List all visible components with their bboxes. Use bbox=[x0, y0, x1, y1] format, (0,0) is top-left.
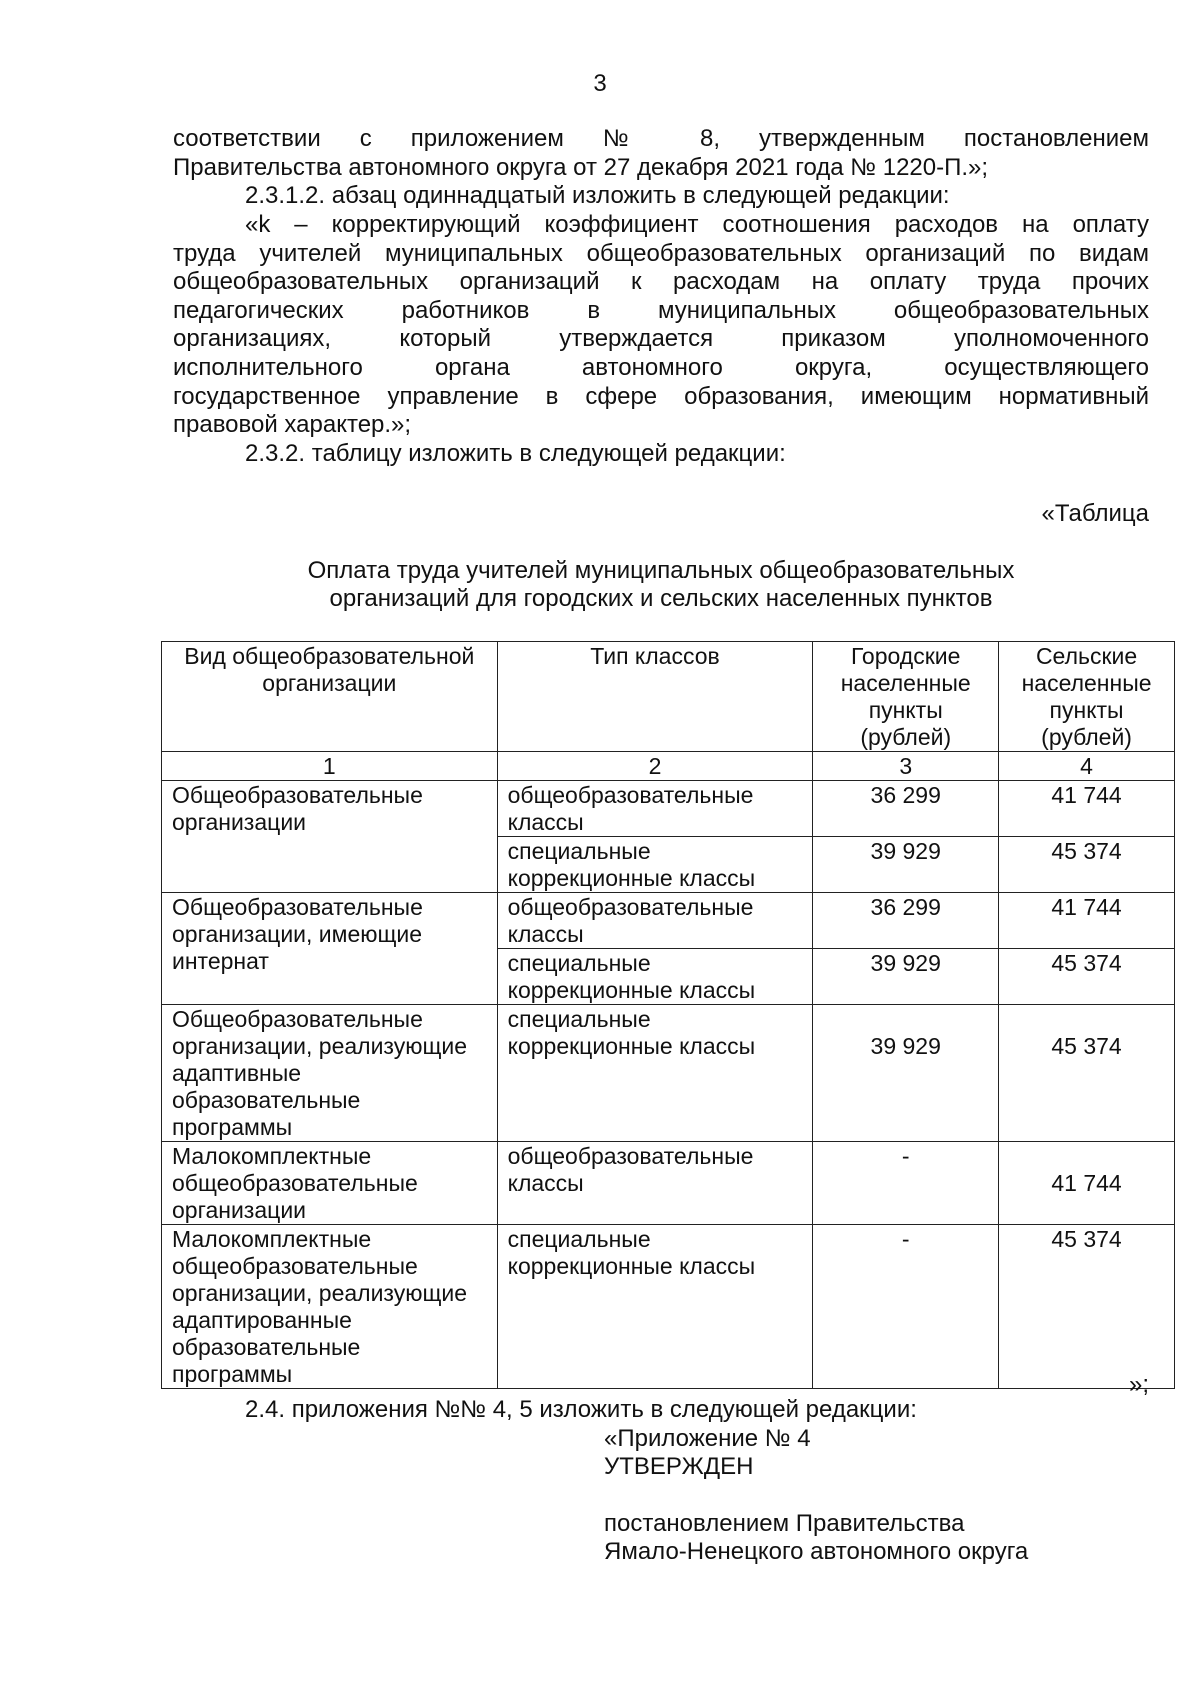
org-cell: Общеобразовательные организации bbox=[162, 781, 498, 893]
text-line: Правительства автономного округа от 27 декабря 2021 года № 1220-П.»; bbox=[173, 153, 989, 181]
class-type-cell: специальные коррекционные классы bbox=[497, 949, 813, 1005]
text-line: государственное управление в сфере образования, имеющим нормативный bbox=[173, 382, 1149, 410]
urban-value: 39 929 bbox=[813, 1005, 999, 1142]
table-row bbox=[162, 1005, 1175, 1142]
class-type-cell: специальные коррекционные классы bbox=[497, 1005, 813, 1142]
header-urban: Городские населенные пункты (рублей) bbox=[813, 642, 999, 752]
rural-value: 45 374 bbox=[999, 949, 1175, 1005]
rural-value: 45 374 bbox=[999, 837, 1175, 893]
urban-value: - bbox=[813, 1142, 999, 1225]
urban-value: 36 299 bbox=[813, 893, 999, 949]
org-cell: Общеобразовательные организации, реализующие адаптивные образовательные программы bbox=[162, 1005, 498, 1142]
class-type-cell: специальные коррекционные классы bbox=[497, 1225, 813, 1389]
item-2-3-2: 2.3.2. таблицу изложить в следующей редакции: bbox=[245, 440, 786, 467]
org-cell: Малокомплектные общеобразовательные организации bbox=[162, 1142, 498, 1225]
appendix-government: Ямало-Ненецкого автономного округа bbox=[604, 1538, 1029, 1565]
text-line: исполнительного органа автономного округа, осуществляющего bbox=[173, 353, 1149, 381]
caption-line: Оплата труда учителей муниципальных общеобразовательных bbox=[307, 557, 1015, 584]
salary-table bbox=[161, 641, 1175, 1389]
appendix-title: «Приложение № 4 bbox=[604, 1425, 811, 1452]
urban-value: 36 299 bbox=[813, 781, 999, 837]
appendix-decree: постановлением Правительства bbox=[604, 1510, 965, 1537]
col-number: 3 bbox=[813, 752, 999, 781]
table-row bbox=[162, 781, 1175, 837]
class-type-cell: общеобразовательные классы bbox=[497, 893, 813, 949]
k-coefficient-paragraph bbox=[173, 211, 1149, 440]
urban-value: 39 929 bbox=[813, 837, 999, 893]
item-2-3-1-2: 2.3.1.2. абзац одиннадцатый изложить в следующей редакции: bbox=[245, 182, 950, 209]
rural-value: 41 744 bbox=[999, 1142, 1175, 1225]
class-type-cell: общеобразовательные классы bbox=[497, 1142, 813, 1225]
class-type-cell: общеобразовательные классы bbox=[497, 781, 813, 837]
rural-value: 45 374 bbox=[999, 1225, 1175, 1389]
column-number-row bbox=[162, 752, 1175, 781]
header-class-type: Тип классов bbox=[497, 642, 813, 752]
rural-value: 45 374 bbox=[999, 1005, 1175, 1142]
text-line: труда учителей муниципальных общеобразовательных организаций по видам bbox=[173, 239, 1149, 267]
table-closing-quote: »; bbox=[1128, 1371, 1149, 1398]
col-number: 2 bbox=[497, 752, 813, 781]
class-type-cell: специальные коррекционные классы bbox=[497, 837, 813, 893]
table-row bbox=[162, 893, 1175, 949]
text-line: организациях, который утверждается приказом уполномоченного bbox=[173, 325, 1149, 353]
col-number: 1 bbox=[162, 752, 498, 781]
header-rural: Сельские населенные пункты (рублей) bbox=[999, 642, 1175, 752]
org-cell: Общеобразовательные организации, имеющие интернат bbox=[162, 893, 498, 1005]
text-line: правовой характер.»; bbox=[173, 411, 412, 439]
table-header-row bbox=[162, 642, 1175, 752]
org-cell: Малокомплектные общеобразовательные организации, реализующие адаптированные образовательные программы bbox=[162, 1225, 498, 1389]
text-line: общеобразовательных организаций к расходам на оплату труда прочих bbox=[173, 268, 1149, 296]
text-line: педагогических работников в муниципальных общеобразовательных bbox=[173, 296, 1149, 324]
rural-value: 41 744 bbox=[999, 893, 1175, 949]
table-caption bbox=[173, 557, 1149, 613]
intro-paragraph bbox=[173, 125, 1149, 182]
appendix-approved: УТВЕРЖДЕН bbox=[604, 1453, 754, 1480]
table-row bbox=[162, 1225, 1175, 1389]
table-label: «Таблица bbox=[1041, 500, 1149, 527]
page-number: 3 bbox=[593, 70, 607, 97]
item-2-4: 2.4. приложения №№ 4, 5 изложить в следующей редакции: bbox=[245, 1396, 917, 1423]
table-row bbox=[162, 1142, 1175, 1225]
header-org-type: Вид общеобразовательной организации bbox=[162, 642, 498, 752]
caption-line: организаций для городских и сельских населенных пунктов bbox=[329, 585, 993, 612]
text-line: соответствии с приложением № 8, утвержденным постановлением bbox=[173, 125, 1149, 152]
urban-value: - bbox=[813, 1225, 999, 1389]
col-number: 4 bbox=[999, 752, 1175, 781]
text-line: «k – корректирующий коэффициент соотношения расходов на оплату bbox=[245, 211, 1149, 238]
rural-value: 41 744 bbox=[999, 781, 1175, 837]
urban-value: 39 929 bbox=[813, 949, 999, 1005]
